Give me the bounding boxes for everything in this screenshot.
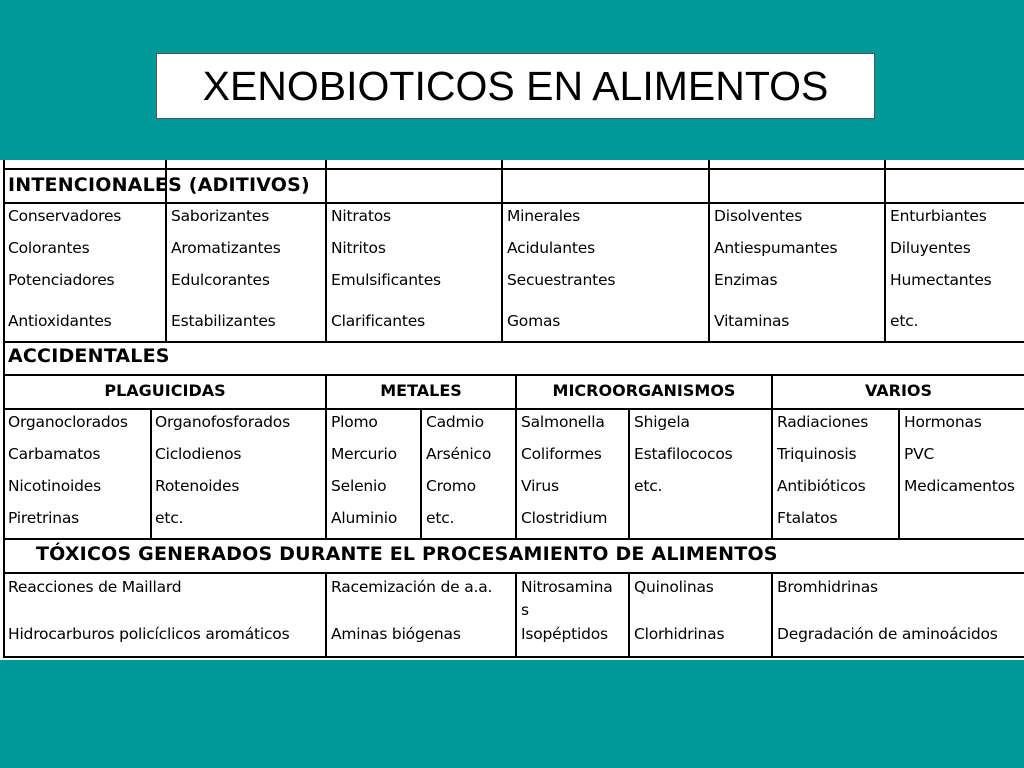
cell-text: etc. — [426, 509, 455, 527]
section-heading-accidentales: ACCIDENTALES — [8, 345, 170, 367]
cell-text: etc. — [890, 312, 919, 330]
cell-text: Bromhidrinas — [777, 578, 878, 596]
cell-text: Enzimas — [714, 271, 778, 289]
cell-text: Nitratos — [331, 207, 391, 225]
cell-text: Minerales — [507, 207, 581, 225]
cell-text: Carbamatos — [8, 445, 101, 463]
cell-text: Mercurio — [331, 445, 397, 463]
group-header-varios: VARIOS — [864, 381, 933, 400]
cell-text: Aromatizantes — [171, 239, 281, 257]
col-divider — [884, 160, 886, 343]
cell-text: Selenio — [331, 477, 387, 495]
cell-text: Medicamentos — [904, 477, 1015, 495]
col-divider — [771, 572, 773, 658]
cell-text: Nicotinoides — [8, 477, 101, 495]
table-top-border — [4, 168, 1024, 170]
cell-text: Diluyentes — [890, 239, 971, 257]
cell-text: Organoclorados — [8, 413, 128, 431]
cell-text: Humectantes — [890, 271, 992, 289]
section-heading-procesamiento: TÓXICOS GENERADOS DURANTE EL PROCESAMIENTO DE ALIMENTOS — [36, 543, 778, 565]
xenobiotics-table — [0, 160, 1024, 660]
cell-text: Salmonella — [521, 413, 605, 431]
slide-title: XENOBIOTICOS EN ALIMENTOS — [156, 53, 875, 119]
cell-text: Vitaminas — [714, 312, 790, 330]
cell-text: Enturbiantes — [890, 207, 987, 225]
cell-text: Estafilococos — [634, 445, 733, 463]
table-left-border — [3, 160, 5, 658]
cell-text: Arsénico — [426, 445, 492, 463]
col-divider — [628, 572, 630, 658]
cell-text: etc. — [634, 477, 663, 495]
cell-text: Aluminio — [331, 509, 398, 527]
cell-text: Clarificantes — [331, 312, 426, 330]
cell-text: Rotenoides — [155, 477, 240, 495]
cell-text: Piretrinas — [8, 509, 80, 527]
cell-text: Nitrosamina — [521, 578, 613, 596]
cell-text: Potenciadores — [8, 271, 115, 289]
cell-text: Antioxidantes — [8, 312, 112, 330]
cell-text: Plomo — [331, 413, 378, 431]
cell-text: Quinolinas — [634, 578, 714, 596]
cell-text: Disolventes — [714, 207, 803, 225]
cell-text: Cromo — [426, 477, 476, 495]
col-divider — [898, 408, 900, 538]
cell-text: PVC — [904, 445, 935, 463]
col-divider — [501, 160, 503, 343]
row-divider — [4, 341, 1024, 343]
cell-text: s — [521, 601, 529, 619]
col-divider — [628, 408, 630, 538]
cell-text: Clorhidrinas — [634, 625, 725, 643]
cell-text: Antibióticos — [777, 477, 866, 495]
cell-text: Colorantes — [8, 239, 90, 257]
cell-text: etc. — [155, 509, 184, 527]
cell-text: Coliformes — [521, 445, 602, 463]
group-header-microorganismos: MICROORGANISMOS — [552, 381, 736, 400]
cell-text: Ciclodienos — [155, 445, 242, 463]
col-divider — [420, 408, 422, 538]
cell-text: Ftalatos — [777, 509, 838, 527]
col-divider — [325, 572, 327, 658]
cell-text: Clostridium — [521, 509, 608, 527]
cell-text: Aminas biógenas — [331, 625, 461, 643]
cell-text: Antiespumantes — [714, 239, 838, 257]
cell-text: Conservadores — [8, 207, 122, 225]
cell-text: Radiaciones — [777, 413, 869, 431]
col-divider — [515, 572, 517, 658]
cell-text: Hormonas — [904, 413, 982, 431]
cell-text: Racemización de a.a. — [331, 578, 493, 596]
cell-text: Acidulantes — [507, 239, 595, 257]
cell-text: Isopéptidos — [521, 625, 608, 643]
section-heading-intencionales: INTENCIONALES (ADITIVOS) — [8, 174, 310, 196]
cell-text: Gomas — [507, 312, 561, 330]
cell-text: Triquinosis — [777, 445, 857, 463]
col-divider — [708, 160, 710, 343]
cell-text: Organofosforados — [155, 413, 290, 431]
row-divider — [4, 202, 1024, 204]
row-divider — [4, 572, 1024, 574]
cell-text: Shigela — [634, 413, 690, 431]
row-divider — [4, 408, 1024, 410]
cell-text: Saborizantes — [171, 207, 270, 225]
cell-text: Nitritos — [331, 239, 386, 257]
col-divider — [325, 160, 327, 343]
col-divider — [150, 408, 152, 538]
cell-text: Reacciones de Maillard — [8, 578, 182, 596]
row-divider — [4, 374, 1024, 376]
cell-text: Edulcorantes — [171, 271, 270, 289]
cell-text: Cadmio — [426, 413, 484, 431]
group-header-plaguicidas: PLAGUICIDAS — [104, 381, 226, 400]
table-bottom-border — [4, 656, 1024, 658]
cell-text: Secuestrantes — [507, 271, 616, 289]
group-header-metales: METALES — [380, 381, 462, 400]
cell-text: Hidrocarburos policíclicos aromáticos — [8, 625, 290, 643]
cell-text: Degradación de aminoácidos — [777, 625, 998, 643]
row-divider — [4, 538, 1024, 540]
cell-text: Virus — [521, 477, 559, 495]
cell-text: Estabilizantes — [171, 312, 276, 330]
cell-text: Emulsificantes — [331, 271, 441, 289]
